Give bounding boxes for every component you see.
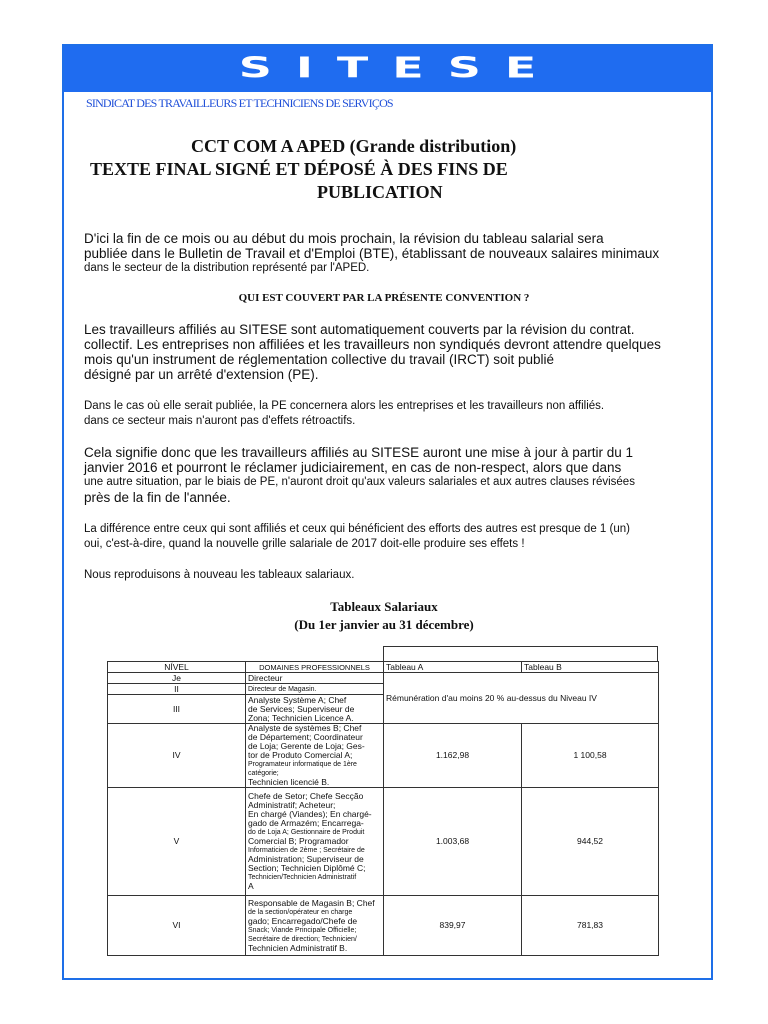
title-line-1: CCT COM A APED (Grande distribution) xyxy=(191,136,517,156)
domain-line: gado de Armazém; Encarrega- xyxy=(248,818,364,828)
paragraph-3 xyxy=(84,445,674,505)
paragraph-2 xyxy=(84,399,674,429)
level-cell: II xyxy=(108,684,246,695)
domain-line: En chargé (Viandes); En chargé- xyxy=(248,809,372,819)
tableau-a-value: 1.003,68 xyxy=(384,788,522,896)
domain-line: Responsable de Magasin B; Chef xyxy=(248,897,375,908)
sitese-banner xyxy=(64,46,711,92)
domain-cell xyxy=(246,788,384,896)
domain-cell xyxy=(246,724,384,788)
paragraph-4 xyxy=(84,522,674,552)
domain-line: Secrétaire de direction; Technicien/ xyxy=(248,935,357,943)
paragraph-5 xyxy=(84,568,674,583)
domain-cell xyxy=(246,896,384,956)
level-cell: Je xyxy=(108,673,246,684)
domain-line: Administratif; Acheteur; xyxy=(248,800,336,810)
banner-logo-text: SITESE xyxy=(238,50,561,85)
intro-paragraph xyxy=(84,231,674,276)
intro-line: dans le secteur de la distribution représenté par l'APED. xyxy=(84,262,370,274)
table-row xyxy=(108,896,659,956)
header-domaines: DOMAINES PROFESSIONNELS xyxy=(246,662,384,673)
domain-line: Comercial B; Programador xyxy=(248,836,349,846)
header-nivel: NÍVEL xyxy=(108,662,246,673)
paragraph-line: collectif. Les entreprises non affiliées et les travailleurs non syndiqués devront attendre quelques xyxy=(84,337,661,352)
domain-cell: Directeur de Magasin. xyxy=(246,684,384,695)
section-subtitle: QUI EST COUVERT PAR LA PRÉSENTE CONVENTION ? xyxy=(238,292,530,304)
paragraph-line: Dans le cas où elle serait publiée, la PE concernera alors les entreprises et les travailleurs non affiliés. xyxy=(84,400,605,412)
level-cell: VI xyxy=(108,896,246,956)
domain-line: Snack; Viande Principale Officielle; xyxy=(248,926,357,934)
domain-line: Administration; Superviseur de xyxy=(248,854,364,864)
paragraph-line: janvier 2016 et pourront le réclamer judiciairement, en cas de non-respect, alors que dans xyxy=(84,460,622,475)
domain-line: de Loja; Gerente de Loja; Ges- xyxy=(248,741,365,751)
paragraph-line: mois qu'un instrument de réglementation collective du travail (IRCT) soit publié xyxy=(84,352,555,367)
table-row xyxy=(108,673,659,684)
paragraph-line: oui, c'est-à-dire, quand la nouvelle grille salariale de 2017 doit-elle produire ses effets ! xyxy=(84,538,525,550)
domain-line: Technicien Administratif B. xyxy=(248,942,348,953)
domain-cell: Directeur xyxy=(246,673,384,684)
domain-line: Chefe de Setor; Chefe Secção xyxy=(248,791,364,801)
domain-line: de la section/opérateur en charge xyxy=(248,908,353,916)
domain-line: do de Loja A; Gestionnaire de Produit xyxy=(248,829,365,836)
paragraph-1 xyxy=(84,322,674,382)
tableau-b-value: 781,83 xyxy=(522,896,659,956)
header-tableau-b: Tableau B xyxy=(522,662,659,673)
union-name: SINDICAT DES TRAVAILLEURS ET TECHNICIENS DE SERVIÇOS xyxy=(86,96,393,110)
domain-line: Analyste de systèmes B; Chef xyxy=(248,723,362,733)
level-cell: III xyxy=(108,695,246,724)
tableau-b-value: 944,52 xyxy=(522,788,659,896)
domain-line: Analyste Système A; Chef xyxy=(248,694,347,705)
domain-line: de Services; Superviseur de xyxy=(248,703,355,714)
level-cell: IV xyxy=(108,724,246,788)
domain-line: Technicien licencié B. xyxy=(248,777,330,787)
domain-line: Programateur informatique de 1ère catégorie; xyxy=(248,761,357,777)
salary-table xyxy=(107,661,659,956)
paragraph-line: désigné par un arrêté d'extension (PE). xyxy=(84,367,319,382)
domain-line: Technicien/Technicien Administratif xyxy=(248,874,357,881)
domain-cell xyxy=(246,695,384,724)
domain-line: Informaticien de 2ème ; Secrétaire de xyxy=(248,847,365,854)
domain-line: gado; Encarregado/Chefe de xyxy=(248,915,358,926)
paragraph-line: dans ce secteur mais n'auront pas d'effets rétroactifs. xyxy=(84,415,356,427)
table-row xyxy=(108,788,659,896)
paragraph-line: près de la fin de l'année. xyxy=(84,490,231,505)
domain-line: Zona; Technicien Licence A. xyxy=(248,712,354,723)
paragraph-line: Nous reproduisons à nouveau les tableaux salariaux. xyxy=(84,569,355,581)
title-line-2: TEXTE FINAL SIGNÉ ET DÉPOSÉ À DES FINS DE xyxy=(90,159,508,179)
tableau-a-value: 839,97 xyxy=(384,896,522,956)
tableau-b-value: 1 100,58 xyxy=(522,724,659,788)
table-row xyxy=(108,724,659,788)
table-subtitle: (Du 1er janvier au 31 décembre) xyxy=(294,617,474,632)
domain-line: de Département; Coordinateur xyxy=(248,732,363,742)
table-header-row xyxy=(108,662,659,673)
table-top-header-cell xyxy=(383,646,658,661)
paragraph-line: La différence entre ceux qui sont affiliés et ceux qui bénéficient des efforts des autres est presque de 1 (un) xyxy=(84,523,630,535)
remuneration-note: Rémunération d'au moins 20 % au-dessus du Niveau IV xyxy=(384,673,659,724)
paragraph-line: une autre situation, par le biais de PE, n'auront droit qu'aux valeurs salariales et aux autres clauses révisées xyxy=(84,476,635,488)
table-title: Tableaux Salariaux xyxy=(330,599,438,614)
tableau-a-value: 1.162,98 xyxy=(384,724,522,788)
domain-line: tor de Produto Comercial A; xyxy=(248,750,353,760)
domain-line: A xyxy=(248,881,254,891)
paragraph-line: Cela signifie donc que les travailleurs affiliés au SITESE auront une mise à jour à partir du 1 xyxy=(84,445,634,460)
level-cell: V xyxy=(108,788,246,896)
intro-line: D'ici la fin de ce mois ou au début du mois prochain, la révision du tableau salarial sera xyxy=(84,231,604,246)
domain-line: Section; Technicien Diplômé C; xyxy=(248,863,366,873)
title-line-3: PUBLICATION xyxy=(317,182,443,202)
intro-line: publiée dans le Bulletin de Travail et d'Emploi (BTE), établissant de nouveaux salaires minimaux xyxy=(84,246,660,261)
paragraph-line: Les travailleurs affiliés au SITESE sont automatiquement couverts par la révision du contrat. xyxy=(84,322,635,337)
header-tableau-a: Tableau A xyxy=(384,662,522,673)
